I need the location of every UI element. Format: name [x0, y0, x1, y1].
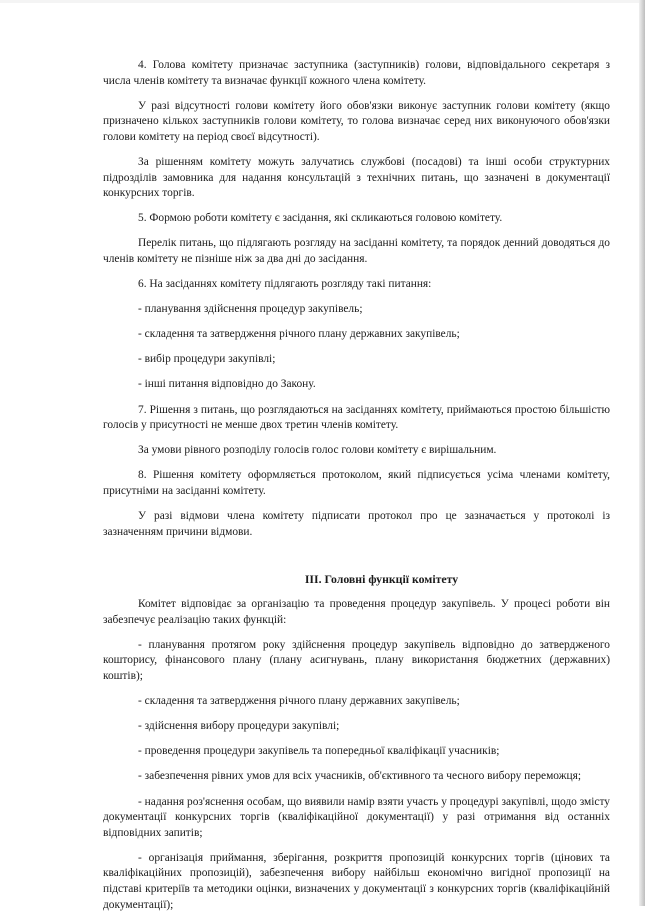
- document-page: [103, 58, 610, 923]
- list-item: - надання роз'яснення особам, що виявили намір взяти участь у процедурі закупівлі, щодо змісту документації конкурсних торгів (кваліфікаційної документації) у разі отримання від останніх відповідних запитів;: [103, 795, 610, 839]
- scan-right-edge: [639, 0, 645, 906]
- paragraph-functions-intro: Комітет відповідає за організацію та проведення процедур закупівель. У процесі роботи він забезпечує реалізацію таких функцій:: [103, 598, 610, 626]
- paragraph-chair-absence: У разі відсутності голови комітету його обов'язки виконує заступник голови комітету (якщо призначено кількох заступників голови комітету, то голова визначає серед них виконуючого обов'язки голови комітету на період своєї відсутності).: [103, 99, 610, 143]
- list-item: - інші питання відповідно до Закону.: [138, 378, 316, 391]
- paragraph-4: 4. Голова комітету призначає заступника (заступників) голови, відповідального секретаря з числа членів комітету та визначає функції кожного члена комітету.: [103, 59, 610, 87]
- list-item: - складення та затвердження річного плану державних закупівель;: [138, 695, 460, 708]
- paragraph-6: 6. На засіданнях комітету підлягають розгляду такі питання:: [138, 278, 432, 291]
- scan-top-edge: [0, 0, 645, 3]
- paragraph-casting-vote: За умови рівного розподілу голосів голос голови комітету є вирішальним.: [138, 444, 497, 457]
- list-item: - планування здійснення процедур закупівель;: [138, 303, 363, 316]
- paragraph-7: 7. Рішення з питань, що розглядаються на засіданнях комітету, приймаються простою більшістю голосів у присутності не менше двох третин членів комітету.: [103, 403, 610, 432]
- list-item: - проведення процедури закупівель та попередньої кваліфікації учасників;: [138, 745, 500, 758]
- paragraph-5: 5. Формою роботи комітету є засідання, які скликаються головою комітету.: [138, 212, 503, 225]
- paragraph-refusal: У разі відмови члена комітету підписати протокол про це зазначається у протоколі із зазначенням причини відмови.: [103, 509, 610, 538]
- paragraph-consultants: За рішенням комітету можуть залучатись службові (посадові) та інші особи структурних підрозділів замовника для надання консультацій з технічних питань, що зазначені в документації конкурсних торгів.: [103, 155, 610, 200]
- list-item: - складення та затвердження річного плану державних закупівель;: [138, 328, 460, 341]
- list-item: - організація приймання, зберігання, розкриття пропозицій конкурсних торгів (цінових та кваліфікаційних пропозицій), забезпечення вибору найбільш економічно вигідної пропозиції на підставі критеріїв та методики оцінки, визначених у документації з конкурсних торгів (кваліфікаційній документації);: [103, 851, 610, 911]
- list-item: - здійснення вибору процедури закупівлі;: [138, 720, 340, 733]
- list-item: - забезпечення рівних умов для всіх учасників, об'єктивного та чесного вибору переможця;: [138, 770, 582, 783]
- section-heading: III. Головні функції комітету: [304, 572, 459, 587]
- paragraph-8: 8. Рішення комітету оформляється протоколом, який підписується усіма членами комітету, присутніми на засіданні комітету.: [103, 469, 610, 497]
- list-item: - вибір процедури закупівлі;: [138, 353, 276, 366]
- paragraph-agenda: Перелік питань, що підлягають розгляду на засіданні комітету, та порядок денний доводяться до членів комітету не пізніше ніж за два дні до засідання.: [103, 237, 610, 265]
- list-item: - планування протягом року здійснення процедур закупівель відповідно до затвердженого кошторису, фінансового плану (плану асигнувань, плану використання бюджетних (державних) коштів);: [103, 638, 610, 683]
